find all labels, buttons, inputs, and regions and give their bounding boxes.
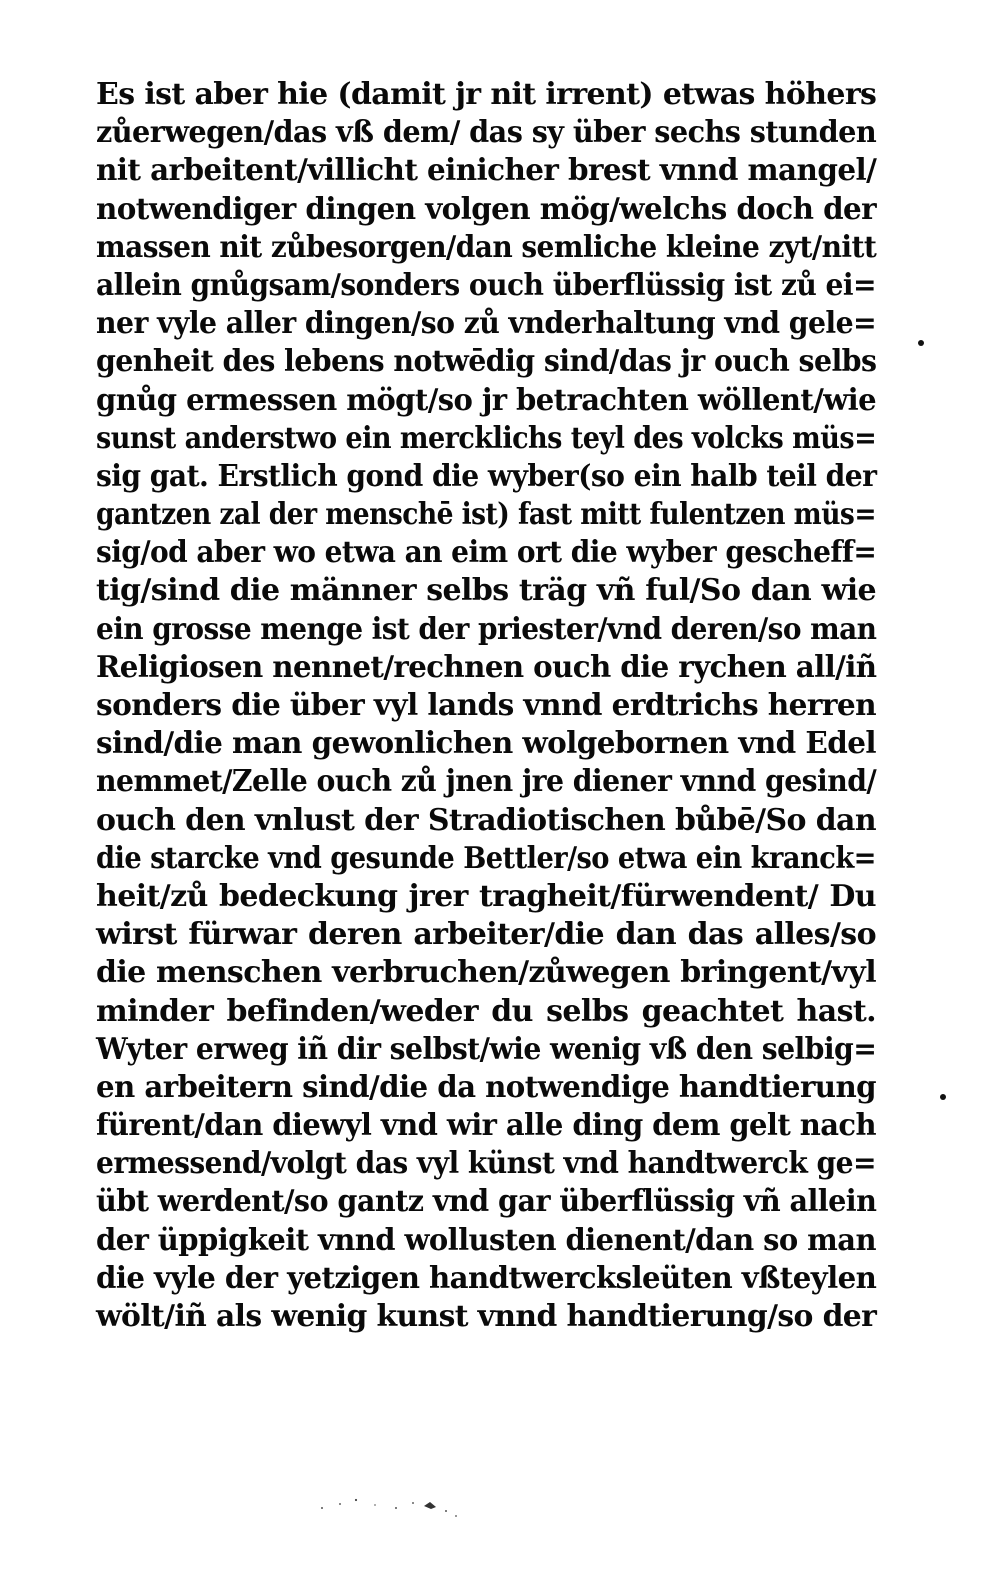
text-line: nemmet/Zelle ouch zů jnen jre diener vnnd gesind/ [96, 764, 877, 800]
text-line: nit arbeitent/villicht einicher brest vnnd mangel/ [96, 153, 877, 189]
bottom-specks [318, 1494, 468, 1518]
text-line: sig/od aber wo etwa an eim ort die wyber gescheff= [96, 535, 877, 571]
text-line: zůerwegen/das vß dem/ das sy über sechs stunden [96, 115, 877, 151]
text-line: gantzen zal der menschē ist) fast mitt fulentzen müs= [96, 497, 876, 533]
text-line: sig gat. Erstlich gond die wyber(so ein halb teil der [96, 458, 877, 494]
text-line: notwendiger dingen volgen mög/welchs doch der [96, 191, 876, 227]
text-line: tig/sind die männer selbs träg vñ ful/So dan wie [96, 573, 876, 609]
text-line: Wyter erweg iñ dir selbst/wie wenig vß den selbig= [96, 1031, 877, 1067]
text-line: wölt/iñ als wenig kunst vnnd handtierung/so der [96, 1299, 877, 1334]
text-line: fürent/dan diewyl vnd wir alle ding dem gelt nach [96, 1108, 876, 1144]
margin-speck [918, 340, 924, 346]
text-line: minder befinden/weder du selbs geachtet hast. [96, 993, 876, 1029]
text-line: ouch den vnlust der Stradiotischen bůbē/So dan [96, 802, 876, 838]
text-line: massen nit zůbesorgen/dan semliche kleine zyt/nitt [96, 229, 877, 265]
text-line: genheit des lebens notwēdig sind/das jr ouch selbs [96, 344, 877, 380]
margin-speck [940, 1094, 946, 1100]
text-line: en arbeitern sind/die da notwendige handtierung [96, 1069, 876, 1105]
text-line: die menschen verbruchen/zůwegen bringent/vyl [96, 955, 876, 991]
text-line: gnůg ermessen mögt/so jr betrachten wöllent/wie [96, 382, 876, 418]
text-line: Religiosen nennet/rechnen ouch die rychen all/iñ [96, 649, 877, 685]
text-line: sonders die über vyl lands vnnd erdtrichs herren [96, 688, 877, 723]
text-line: die vyle der yetzigen handtwercksleüten vßteylen [96, 1260, 877, 1296]
text-line: sunst anderstwo ein mercklichs teyl des volcks müs= [96, 420, 877, 456]
text-line: sind/die man gewonlichen wolgebornen vnd Edel [96, 726, 876, 762]
text-line: übt werdent/so gantz vnd gar überflüssig vñ allein [96, 1184, 877, 1220]
text-line: Es ist aber hie (damit jr nit irrent) etwas höhers [96, 77, 877, 112]
text-line: ein grosse menge ist der priester/vnd deren/so man [96, 611, 877, 647]
text-line: wirst fürwar deren arbeiter/die dan das alles/so [96, 917, 876, 953]
text-line: ermessend/volgt das vyl künst vnd handtwerck ge= [96, 1146, 876, 1182]
text-line: ner vyle aller dingen/so zů vnderhaltung vnd gele= [96, 306, 877, 342]
text-line: heit/zů bedeckung jrer tragheit/fürwendent/ Du [96, 878, 876, 914]
text-line: der üppigkeit vnnd wollusten dienent/dan so man [96, 1222, 876, 1258]
text-line: die starcke vnd gesunde Bettler/so etwa ein kranck= [96, 840, 876, 876]
text-block [96, 76, 876, 1336]
text-line: allein gnůgsam/sonders ouch überflüssig ist zů ei= [96, 267, 876, 303]
